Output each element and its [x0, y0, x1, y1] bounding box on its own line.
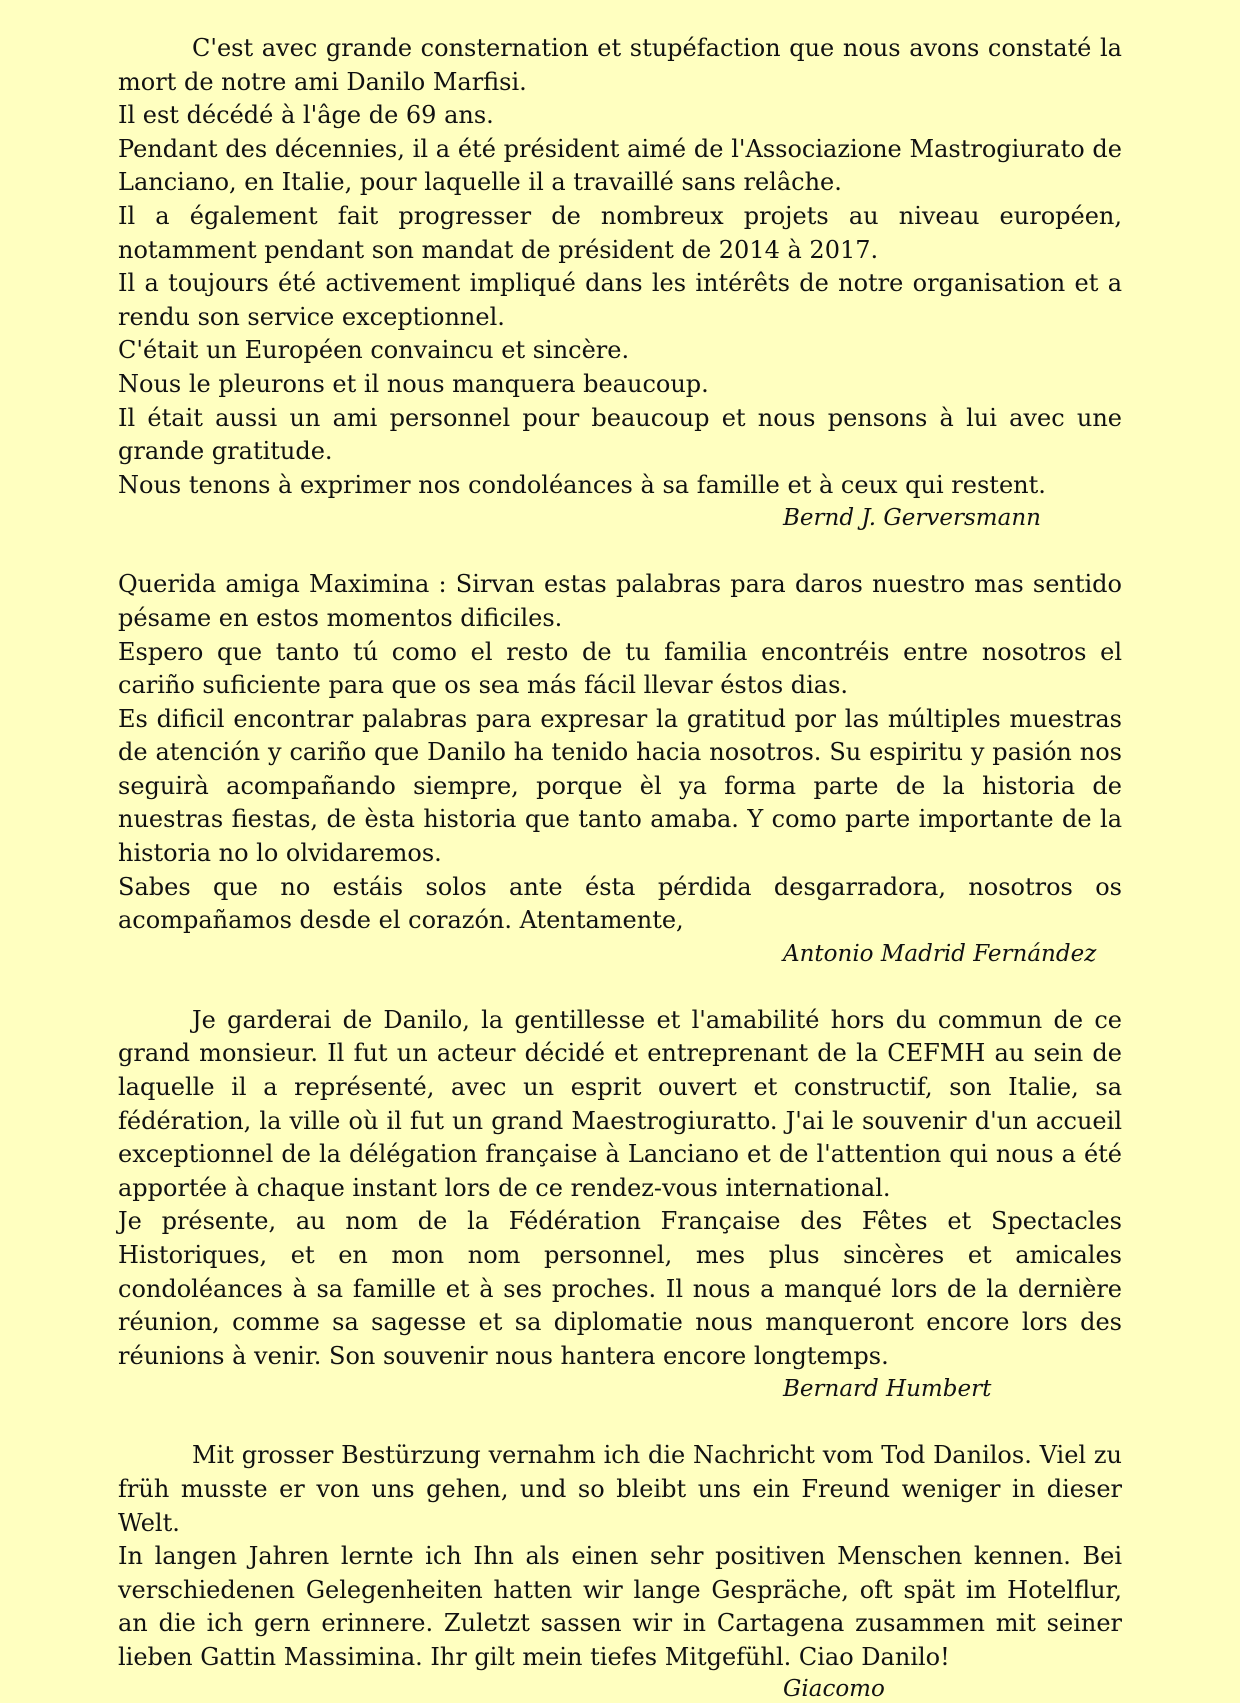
letter-spanish-madrid [118, 568, 1122, 971]
paragraph: Il a également fait progresser de nombreux projets au niveau européen, notamment pendant son mandat de président de 2014 à 2017. [118, 201, 1122, 264]
paragraph: Il est décédé à l'âge de 69 ans. [118, 101, 494, 130]
paragraph: Nous tenons à exprimer nos condoléances à sa famille et à ceux qui restent. [118, 470, 1046, 499]
paragraph: In langen Jahren lernte ich Ihn als einen sehr positiven Menschen kennen. Bei verschiedenen Gelegenheiten hatten wir lange Gespräche, oft spät im Hotelflur, an die ich gern erinnere. Zuletzt sassen wir in Cartagena zusammen mit seiner lieben Gattin Massimina. Ihr gilt mein tiefes Mitgefühl. Ciao Danilo! [118, 1542, 1122, 1671]
paragraph: Espero que tanto tú como el resto de tu familia encontréis entre nosotros el cariño suficiente para que os sea más fácil llevar éstos dias. [118, 637, 1122, 700]
letter-german-giacomo [118, 1439, 1122, 1702]
paragraph: Sabes que no estáis solos ante ésta pérdida desgarradora, nosotros os acompañamos desde el corazón. Atentamente, [118, 872, 1122, 935]
letter-french-gerversmann [118, 32, 1122, 535]
letter-french-humbert [118, 1004, 1122, 1407]
signature: Antonio Madrid Fernández [783, 940, 1097, 967]
paragraph: Il était aussi un ami personnel pour beaucoup et nous pensons à lui avec une grande gratitude. [118, 403, 1122, 466]
paragraph: C'est avec grande consternation et stupéfaction que nous avons constaté la mort de notre ami Danilo Marfisi. [118, 34, 1122, 96]
paragraph: Pendant des décennies, il a été président aimé de l'Associazione Mastrogiurato de Lanciano, en Italie, pour laquelle il a travaillé sans relâche. [118, 134, 1122, 197]
signature: Giacomo [783, 1675, 885, 1702]
paragraph: C'était un Européen convaincu et sincère. [118, 336, 630, 365]
paragraph: Je présente, au nom de la Fédération Française des Fêtes et Spectacles Historiques, et en mon nom personnel, mes plus sincères et amicales condoléances à sa famille et à ses proches. Il nous a manqué lors de la dernière réunion, comme sa sagesse et sa diplomatie nous manqueront encore lors des réunions à venir. Son souvenir nous hantera encore longtemps. [118, 1207, 1122, 1370]
section-spacer [118, 535, 1122, 568]
paragraph: Es dificil encontrar palabras para expresar la gratitud por las múltiples muestras de atención y cariño que Danilo ha tenido hacia nosotros. Su espiritu y pasión nos seguirà acompañando siempre, porque èl ya forma parte de la historia de nuestras fiestas, de èsta historia que tanto amaba. Y como parte importante de la historia no lo olvidaremos. [118, 704, 1122, 868]
section-spacer [118, 971, 1122, 1004]
condolence-page [118, 32, 1122, 1703]
paragraph: Querida amiga Maximina : Sirvan estas palabras para daros nuestro mas sentido pésame en estos momentos dificiles. [118, 570, 1122, 632]
signature: Bernard Humbert [783, 1376, 992, 1403]
paragraph: Il a toujours été activement impliqué dans les intérêts de notre organisation et a rendu son service exceptionnel. [118, 269, 1122, 331]
paragraph: Nous le pleurons et il nous manquera beaucoup. [118, 369, 709, 398]
paragraph: Mit grosser Bestürzung vernahm ich die Nachricht vom Tod Danilos. Viel zu früh musste er von uns gehen, und so bleibt uns ein Freund weniger in dieser Welt. [118, 1441, 1122, 1537]
section-spacer [118, 1406, 1122, 1439]
signature: Bernd J. Gerversmann [783, 505, 1041, 532]
paragraph: Je garderai de Danilo, la gentillesse et l'amabilité hors du commun de ce grand monsieur. Il fut un acteur décidé et entreprenant de la CEFMH au sein de laquelle il a représenté, avec un esprit ouvert et constructif, son Italie, sa fédération, la ville où il fut un grand Maestrogiuratto. J'ai le souvenir d'un accueil exceptionnel de la délégation française à Lanciano et de l'attention qui nous a été apportée à chaque instant lors de ce rendez-vous international. [118, 1005, 1122, 1202]
